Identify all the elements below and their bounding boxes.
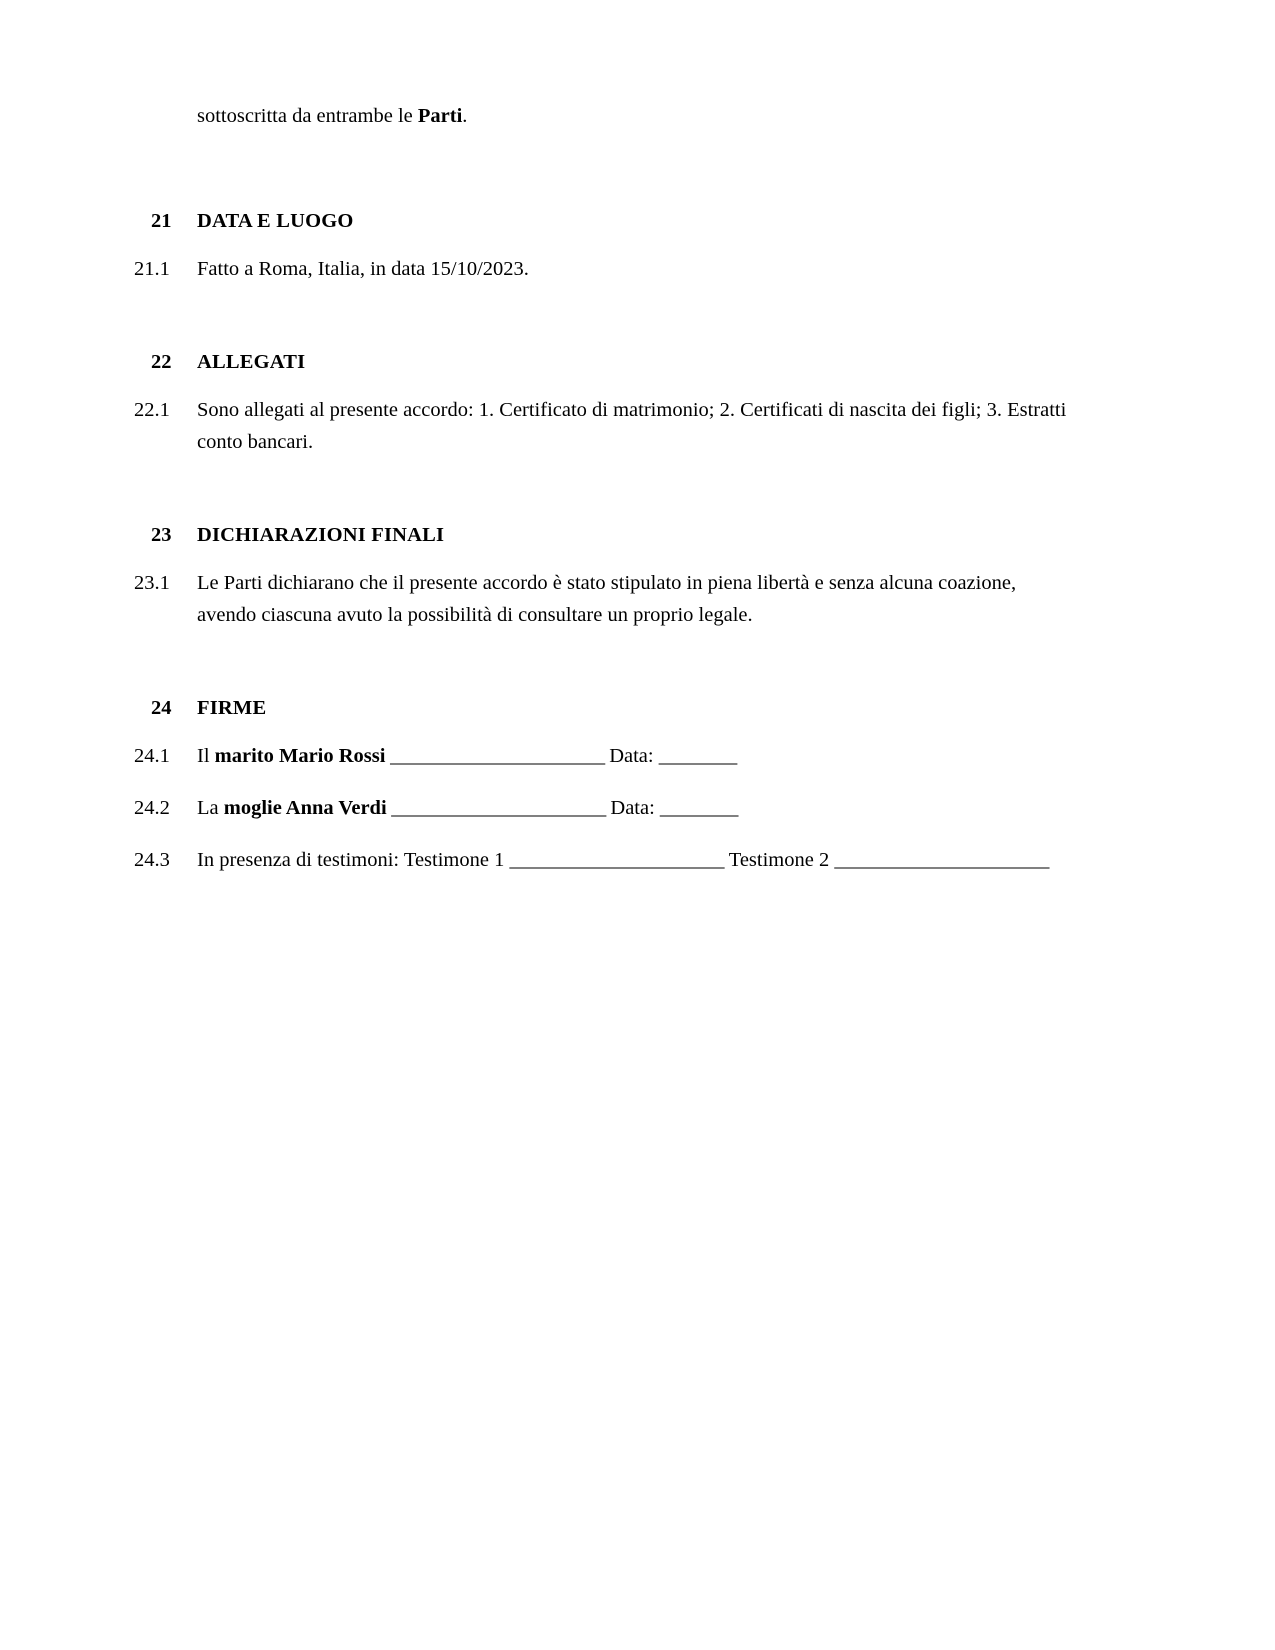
spacer: [134, 772, 1075, 792]
clause-number-24-1: 24.1: [134, 745, 170, 767]
husband-date-blank[interactable]: ________: [658, 745, 737, 767]
spacer: [134, 377, 1075, 394]
spacer: [134, 631, 1075, 693]
witness-intro-text: In presenza di testimoni: Testimone 1: [197, 849, 510, 871]
clause-text-21-1: Fatto a Roma, Italia, in data 15/10/2023.: [197, 258, 529, 280]
witness-2-blank[interactable]: ______________________: [834, 849, 1049, 871]
clause-22-1: [134, 394, 1075, 458]
clause-text-22-1: Sono allegati al presente accordo: 1. Certificato di matrimonio; 2. Certificati di nascita dei figli; 3. Estratti conto bancari.: [197, 399, 1067, 453]
husband-lead-text: Il: [197, 745, 215, 767]
clause-number-23-1: 23.1: [134, 572, 170, 594]
spacer: [134, 550, 1075, 567]
husband-signature-blank[interactable]: ______________________: [385, 745, 610, 767]
spacer: [134, 285, 1075, 347]
section-heading-23: [134, 520, 1075, 550]
spacer: [134, 458, 1075, 520]
clause-number-21-1: 21.1: [134, 258, 170, 280]
wife-date-label: Data:: [610, 797, 660, 819]
intro-bold-parti: Parti: [417, 105, 463, 127]
husband-name: marito Mario Rossi: [214, 745, 386, 767]
signature-line-wife: [197, 792, 1075, 824]
spacer: [134, 824, 1075, 844]
section-number-22: 22: [151, 351, 172, 373]
wife-date-blank[interactable]: ________: [659, 797, 738, 819]
clause-23-1: [134, 567, 1075, 631]
section-title-22: ALLEGATI: [197, 351, 306, 373]
wife-lead-text: La: [197, 797, 224, 819]
clause-24-1: [134, 740, 1075, 772]
section-heading-21: [134, 206, 1075, 236]
witness-2-label: Testimone 2: [723, 849, 835, 871]
wife-name: moglie Anna Verdi: [223, 797, 387, 819]
clause-number-24-2: 24.2: [134, 797, 170, 819]
clause-24-3: [134, 844, 1075, 876]
section-title-24: FIRME: [197, 697, 267, 719]
document-content: [134, 100, 1075, 876]
wife-signature-blank[interactable]: ______________________: [386, 797, 611, 819]
section-number-23: 23: [151, 524, 172, 546]
witness-1-blank[interactable]: ______________________: [509, 849, 724, 871]
intro-text-after: .: [462, 105, 468, 127]
clause-number-24-3: 24.3: [134, 849, 170, 871]
section-heading-24: [134, 693, 1075, 723]
clause-number-22-1: 22.1: [134, 399, 170, 421]
section-title-23: DICHIARAZIONI FINALI: [197, 524, 445, 546]
section-title-21: DATA E LUOGO: [197, 210, 354, 232]
spacer: [134, 132, 1075, 206]
intro-text-before: sottoscritta da entrambe le: [197, 105, 418, 127]
clause-24-2: [134, 792, 1075, 824]
section-heading-22: [134, 347, 1075, 377]
section-number-21: 21: [151, 210, 172, 232]
section-number-24: 24: [151, 697, 172, 719]
spacer: [134, 236, 1075, 253]
signature-line-husband: [197, 740, 1075, 772]
clause-text-23-1: Le Parti dichiarano che il presente accordo è stato stipulato in piena libertà e senza alcuna coazione, avendo ciascuna avuto la possibilità di consultare un proprio legale.: [197, 572, 1017, 626]
signature-line-witnesses: [197, 844, 1075, 876]
husband-date-label: Data:: [609, 745, 659, 767]
intro-paragraph: [197, 100, 1075, 132]
clause-21-1: [134, 253, 1075, 285]
spacer: [134, 723, 1075, 740]
